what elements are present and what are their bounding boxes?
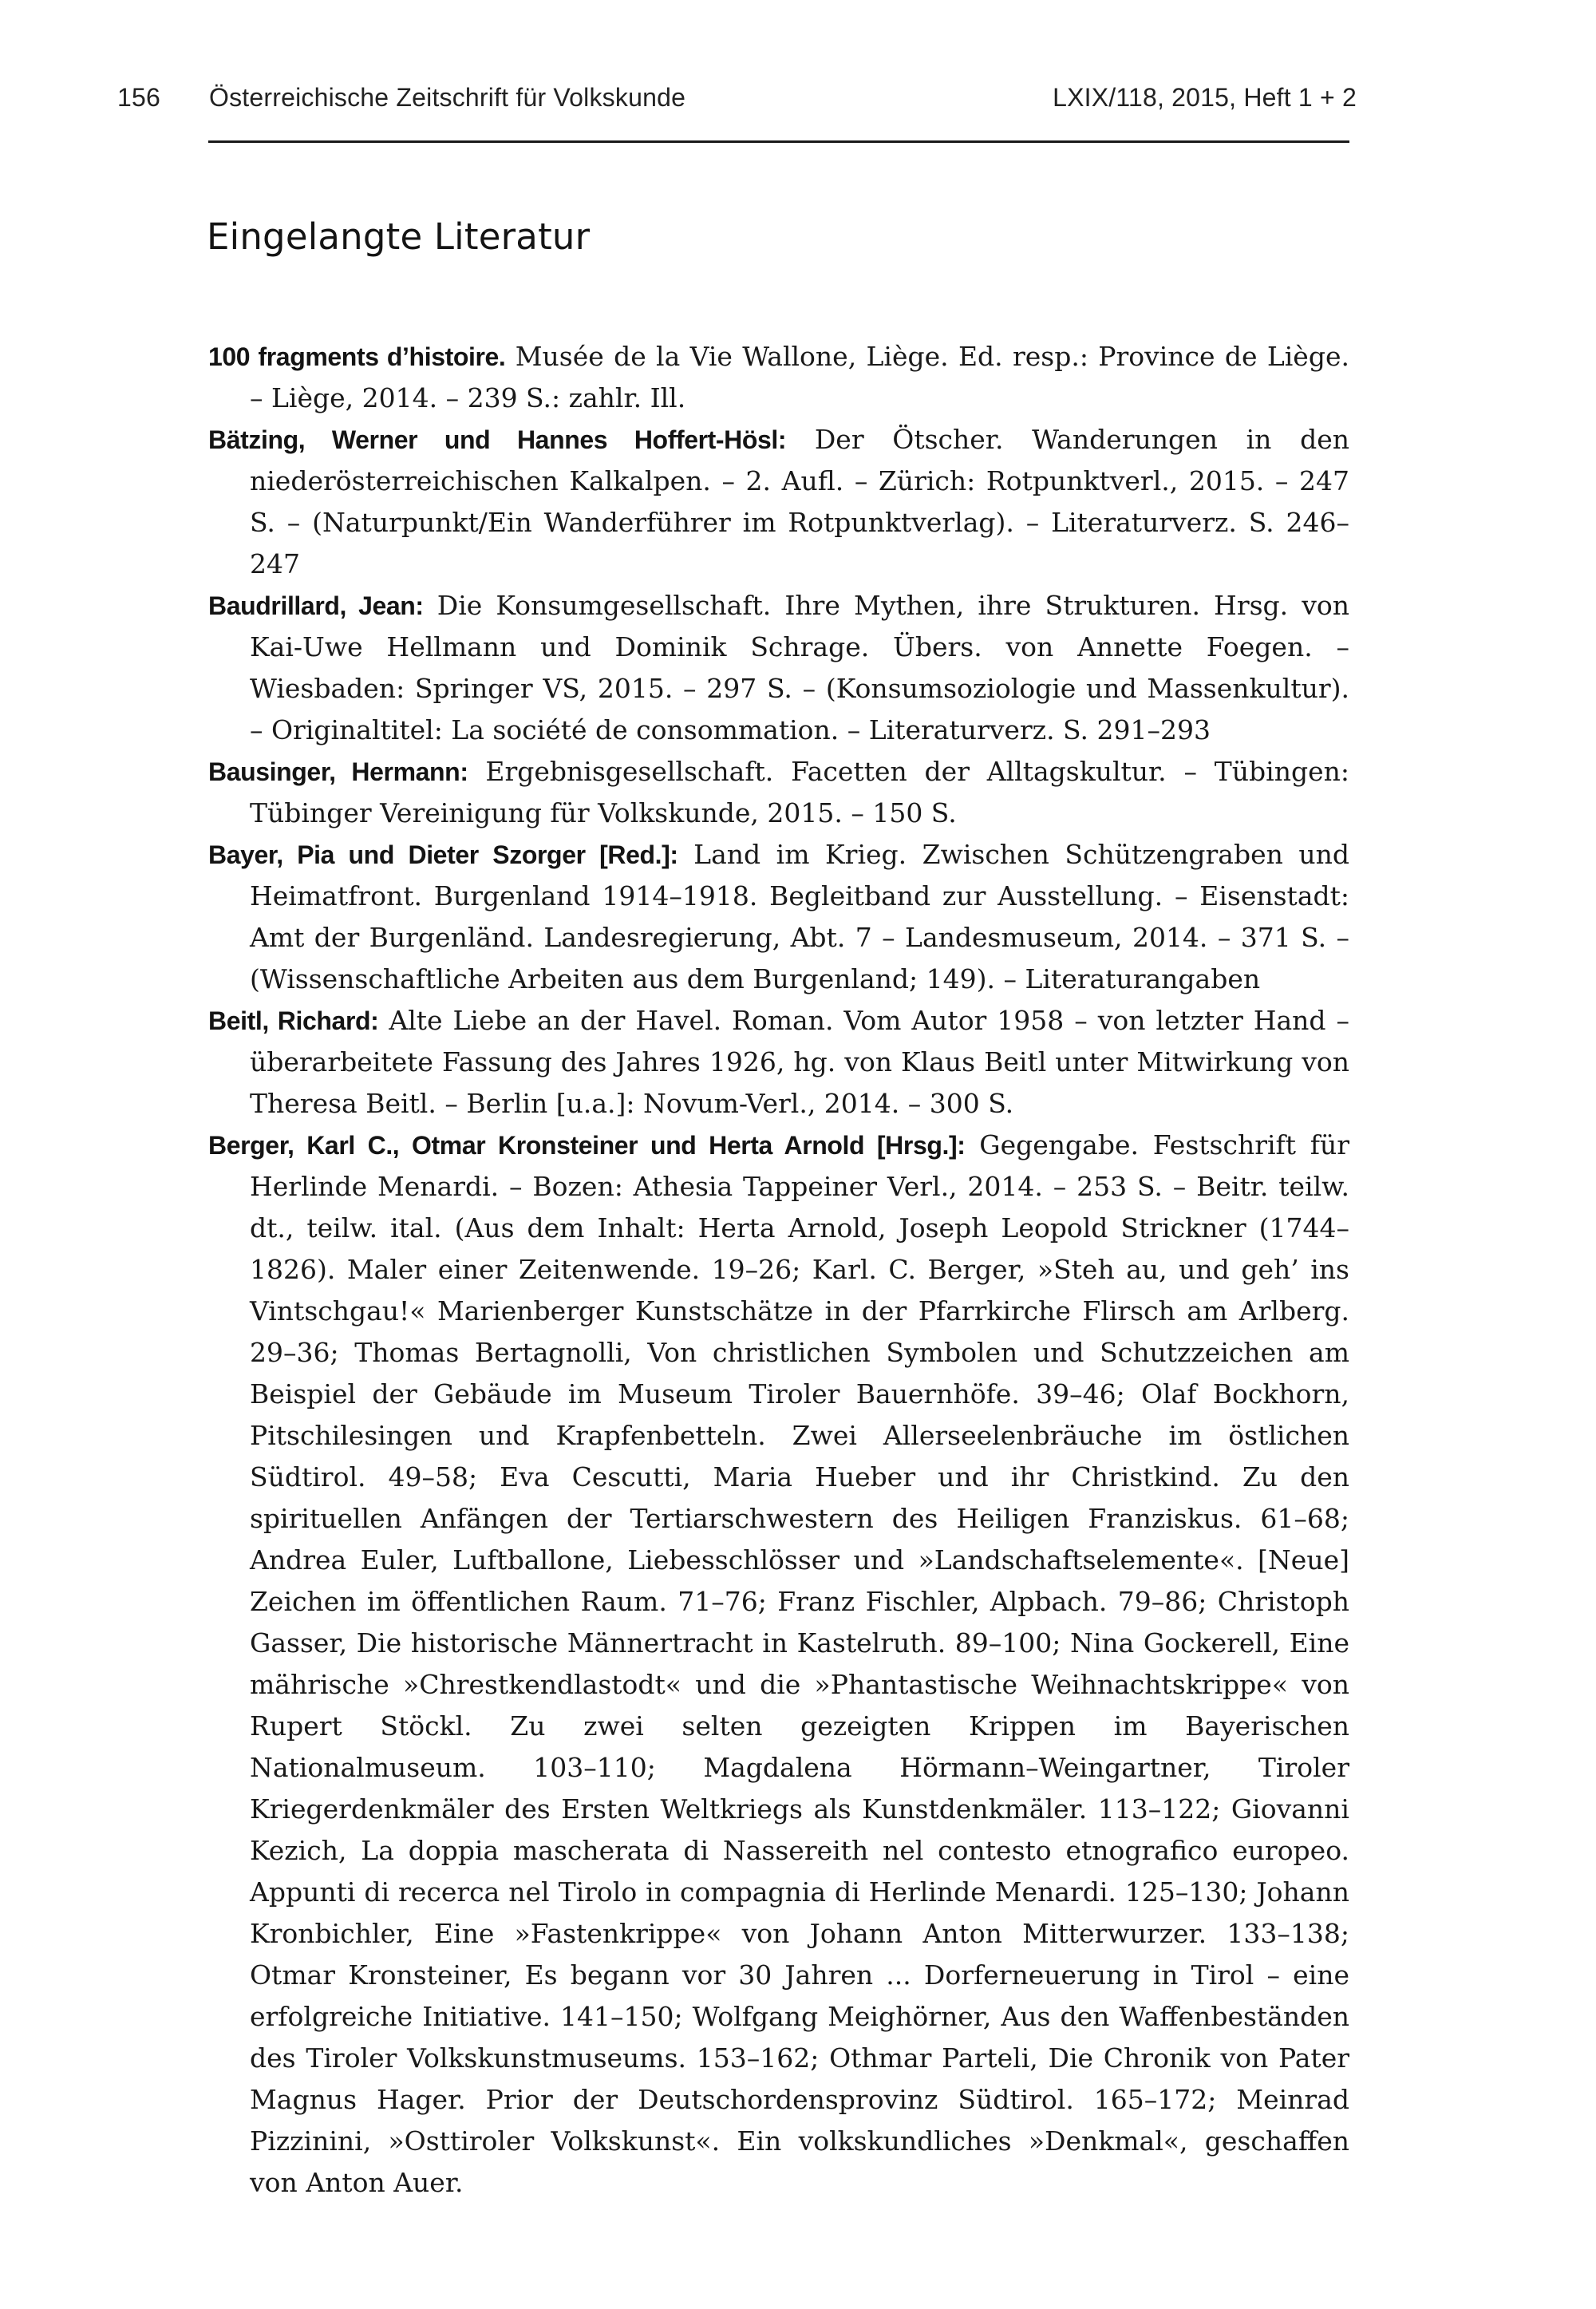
entry-author: 100 fragments d’histoire. [208,342,506,371]
entry-details: Musée de la Vie Wallone, Liège. Ed. resp.: Province de Liège. – Liège, 2014. – 239 S.: zahlr. Ill. [250,341,1349,413]
section-title: Eingelangte Literatur [207,215,591,258]
bibliography-entry [208,1000,1349,1125]
entry-author: Bätzing, Werner und Hannes Hoffert-Hösl: [208,425,787,454]
page-header [117,83,1357,113]
bibliography-entry [208,419,1349,585]
entry-author: Berger, Karl C., Otmar Kronsteiner und Herta Arnold [Hrsg.]: [208,1131,966,1160]
entry-author: Bayer, Pia und Dieter Szorger [Red.]: [208,840,678,869]
entry-details: Der Ötscher. Wanderungen in den niederösterreichischen Kalkalpen. – 2. Aufl. – Zürich: Rotpunktverl., 2015. – 247 S. – (Naturpunkt/Ein Wanderführer im Rotpunktverlag). – Literaturverz. S. 246–247 [250,424,1349,579]
bibliography-entry [208,751,1349,834]
header-rule [208,140,1349,143]
entry-details: Die Konsumgesellschaft. Ihre Mythen, ihre Strukturen. Hrsg. von Kai-Uwe Hellmann und Dominik Schrage. Übers. von Annette Foegen. – Wiesbaden: Springer VS, 2015. – 297 S. – (Konsumsoziologie und Massenkultur). – Originaltitel: La société de consommation. – Literaturverz. S. 291–293 [250,590,1349,745]
entry-author: Bausinger, Hermann: [208,757,468,786]
journal-title: Österreichische Zeitschrift für Volkskunde [209,83,686,112]
entry-author: Beitl, Richard: [208,1006,379,1035]
entry-details: Land im Krieg. Zwischen Schützengraben und Heimatfront. Burgenland 1914–1918. Begleitband zur Ausstellung. – Eisenstadt: Amt der Burgenländ. Landesregierung, Abt. 7 – Landesmuseum, 2014. – 371 S. – (Wissenschaftliche Arbeiten aus dem Burgenland; 149). – Literaturangaben [250,839,1349,994]
bibliography-entry [208,336,1349,419]
bibliography-entry [208,834,1349,1000]
bibliography-list [208,336,1349,2204]
entry-details: Alte Liebe an der Havel. Roman. Vom Autor 1958 – von letzter Hand – überarbeitete Fassung des Jahres 1926, hg. von Klaus Beitl unter Mitwirkung von Theresa Beitl. – Berlin [u.a.]: Novum-Verl., 2014. – 300 S. [250,1005,1349,1119]
entry-details: Ergebnisgesellschaft. Facetten der Alltagskultur. – Tübingen: Tübinger Vereinigung für Volkskunde, 2015. – 150 S. [250,756,1349,828]
bibliography-entry [208,585,1349,751]
entry-details: Gegengabe. Festschrift für Herlinde Menardi. – Bozen: Athesia Tappeiner Verl., 2014. – 253 S. – Beitr. teilw. dt., teilw. ital. (Aus dem Inhalt: Herta Arnold, Joseph Leopold Strickner (1744–1826). Maler einer Zeitenwende. 19–26; Karl. C. Berger, »Steh au, und geh’ ins Vintschgau!« Marienberger Kunstschätze in der Pfarrkirche Flirsch am Arlberg. 29–36; Thomas Bertagnolli, Von christlichen Symbolen und Schutzzeichen am Beispiel der Gebäude im Museum Tiroler Bauernhöfe. 39–46; Olaf Bockhorn, Pitschilesingen und Krapfenbetteln. Zwei Allerseelenbräuche im östlichen Südtirol. 49–58; Eva Cescutti, Maria Hueber und ihr Christkind. Zu den spirituellen Anfängen der Tertiarschwestern des Heiligen Franziskus. 61–68; Andrea Euler, Luftballone, Liebesschlösser und »Landschaftselemente«. [Neue] Zeichen im öffentlichen Raum. 71–76; Franz Fischler, Alpbach. 79–86; Christoph Gasser, Die historische Männertracht in Kastelruth. 89–100; Nina Gockerell, Eine mährische »Chrestkendlastodt« und die »Phantastische Weihnachtskrippe« von Rupert Stöckl. Zu zwei selten gezeigten Krippen im Bayerischen Nationalmuseum. 103–110; Magdalena Hörmann–Weingartner, Tiroler Kriegerdenkmäler des Ersten Weltkriegs als Kunstdenkmäler. 113–122; Giovanni Kezich, La doppia mascherata di Nassereith nel contesto etnografico europeo. Appunti di recerca nel Tirolo in compagnia di Herlinde Menardi. 125–130; Johann Kronbichler, Eine »Fastenkrippe« von Johann Anton Mitterwurzer. 133–138; Otmar Kronsteiner, Es begann vor 30 Jahren ... Dorferneuerung in Tirol – eine erfolgreiche Initiative. 141–150; Wolfgang Meighörner, Aus den Waffenbeständen des Tiroler Volkskunstmuseums. 153–162; Othmar Parteli, Die Chronik von Pater Magnus Hager. Prior der Deutschordensprovinz Südtirol. 165–172; Meinrad Pizzinini, »Osttiroler Volkskunst«. Ein volkskundliches »Denkmal«, geschaffen von Anton Auer. [250,1129,1349,2198]
bibliography-entry [208,1125,1349,2204]
page-number: 156 [117,83,160,112]
issue-info: LXIX/118, 2015, Heft 1 + 2 [1053,83,1357,112]
entry-author: Baudrillard, Jean: [208,591,424,620]
